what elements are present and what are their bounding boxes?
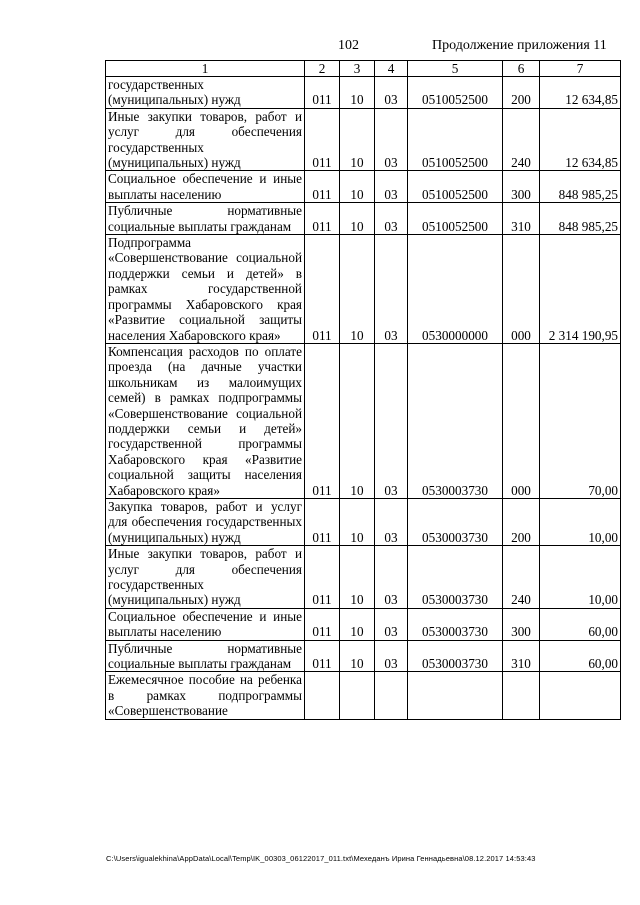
expense-type-cell: 240 <box>503 108 540 171</box>
table-row <box>106 608 621 640</box>
amount-cell: 10,00 <box>540 546 621 609</box>
expense-type-cell: 300 <box>503 608 540 640</box>
code-cell: 011 <box>305 608 340 640</box>
code-cell: 011 <box>305 235 340 344</box>
section-cell: 10 <box>340 608 375 640</box>
row-name-cell: Социальное обеспечение и иные выплаты населению <box>106 608 305 640</box>
table-row <box>106 77 621 109</box>
section-cell: 10 <box>340 343 375 498</box>
subsection-cell <box>375 672 408 719</box>
target-article-cell: 0530003730 <box>408 498 503 545</box>
header-cell: 1 <box>106 61 305 77</box>
target-article-cell: 0510052500 <box>408 203 503 235</box>
amount-cell: 60,00 <box>540 640 621 672</box>
amount-cell: 70,00 <box>540 343 621 498</box>
row-name-cell: государственных (муниципальных) нужд <box>106 77 305 109</box>
section-cell <box>340 672 375 719</box>
code-cell <box>305 672 340 719</box>
code-cell: 011 <box>305 77 340 109</box>
subsection-cell: 03 <box>375 640 408 672</box>
subsection-cell: 03 <box>375 171 408 203</box>
header-cell: 4 <box>375 61 408 77</box>
subsection-cell: 03 <box>375 108 408 171</box>
expense-type-cell <box>503 672 540 719</box>
amount-cell: 12 634,85 <box>540 108 621 171</box>
appendix-caption: Продолжение приложения 11 <box>432 38 607 53</box>
header-cell: 5 <box>408 61 503 77</box>
budget-table <box>105 60 621 720</box>
code-cell: 011 <box>305 546 340 609</box>
header-cell: 7 <box>540 61 621 77</box>
table-row <box>106 343 621 498</box>
expense-type-cell: 240 <box>503 546 540 609</box>
section-cell: 10 <box>340 108 375 171</box>
table-row <box>106 108 621 171</box>
file-path-footer: C:\Users\igualekhina\AppData\Local\Temp\IK_00303_06122017_011.txt\Мехеданъ Ирина Геннадьевна\08.12.2017 14:53:43 <box>106 854 536 863</box>
amount-cell: 848 985,25 <box>540 203 621 235</box>
row-name-cell: Публичные нормативные социальные выплаты гражданам <box>106 640 305 672</box>
amount-cell: 848 985,25 <box>540 171 621 203</box>
target-article-cell: 0530003730 <box>408 546 503 609</box>
amount-cell: 12 634,85 <box>540 77 621 109</box>
section-cell: 10 <box>340 498 375 545</box>
section-cell: 10 <box>340 235 375 344</box>
row-name-cell: Подпрограмма «Совершенствование социальной поддержки семьи и детей» в рамках государственной программы Хабаровского края «Развитие социальной защиты населения Хабаровского края» <box>106 235 305 344</box>
section-cell: 10 <box>340 640 375 672</box>
page-number: 102 <box>338 38 359 53</box>
code-cell: 011 <box>305 203 340 235</box>
row-name-cell: Иные закупки товаров, работ и услуг для обеспечения государственных (муниципальных) нужд <box>106 546 305 609</box>
target-article-cell: 0530000000 <box>408 235 503 344</box>
expense-type-cell: 000 <box>503 343 540 498</box>
target-article-cell: 0530003730 <box>408 608 503 640</box>
header-cell: 3 <box>340 61 375 77</box>
subsection-cell: 03 <box>375 343 408 498</box>
target-article-cell: 0510052500 <box>408 171 503 203</box>
section-cell: 10 <box>340 77 375 109</box>
table-row <box>106 203 621 235</box>
table-row <box>106 498 621 545</box>
section-cell: 10 <box>340 171 375 203</box>
target-article-cell: 0510052500 <box>408 108 503 171</box>
amount-cell <box>540 672 621 719</box>
subsection-cell: 03 <box>375 608 408 640</box>
table-row <box>106 235 621 344</box>
code-cell: 011 <box>305 108 340 171</box>
expense-type-cell: 300 <box>503 171 540 203</box>
subsection-cell: 03 <box>375 235 408 344</box>
code-cell: 011 <box>305 171 340 203</box>
subsection-cell: 03 <box>375 498 408 545</box>
expense-type-cell: 200 <box>503 498 540 545</box>
code-cell: 011 <box>305 343 340 498</box>
expense-type-cell: 200 <box>503 77 540 109</box>
amount-cell: 10,00 <box>540 498 621 545</box>
table-row <box>106 640 621 672</box>
expense-type-cell: 000 <box>503 235 540 344</box>
subsection-cell: 03 <box>375 203 408 235</box>
header-cell: 2 <box>305 61 340 77</box>
table-row <box>106 546 621 609</box>
target-article-cell: 0530003730 <box>408 640 503 672</box>
subsection-cell: 03 <box>375 77 408 109</box>
row-name-cell: Компенсация расходов по оплате проезда (на дачные участки школьникам из малоимущих семей) в рамках подпрограммы «Совершенствование социальной поддержки семьи и детей» государственной программы Хабаровского края «Развитие социальной защиты населения Хабаровского края» <box>106 343 305 498</box>
expense-type-cell: 310 <box>503 203 540 235</box>
subsection-cell: 03 <box>375 546 408 609</box>
target-article-cell: 0510052500 <box>408 77 503 109</box>
row-name-cell: Публичные нормативные социальные выплаты гражданам <box>106 203 305 235</box>
table-header-row <box>106 61 621 77</box>
header-cell: 6 <box>503 61 540 77</box>
table-row <box>106 672 621 719</box>
row-name-cell: Закупка товаров, работ и услуг для обеспечения государственных (муниципальных) нужд <box>106 498 305 545</box>
section-cell: 10 <box>340 203 375 235</box>
table-row <box>106 171 621 203</box>
target-article-cell: 0530003730 <box>408 343 503 498</box>
amount-cell: 2 314 190,95 <box>540 235 621 344</box>
code-cell: 011 <box>305 640 340 672</box>
expense-type-cell: 310 <box>503 640 540 672</box>
row-name-cell: Социальное обеспечение и иные выплаты населению <box>106 171 305 203</box>
target-article-cell <box>408 672 503 719</box>
row-name-cell: Иные закупки товаров, работ и услуг для обеспечения государственных (муниципальных) нужд <box>106 108 305 171</box>
amount-cell: 60,00 <box>540 608 621 640</box>
row-name-cell: Ежемесячное пособие на ребенка в рамках подпрограммы «Совершенствование <box>106 672 305 719</box>
code-cell: 011 <box>305 498 340 545</box>
section-cell: 10 <box>340 546 375 609</box>
